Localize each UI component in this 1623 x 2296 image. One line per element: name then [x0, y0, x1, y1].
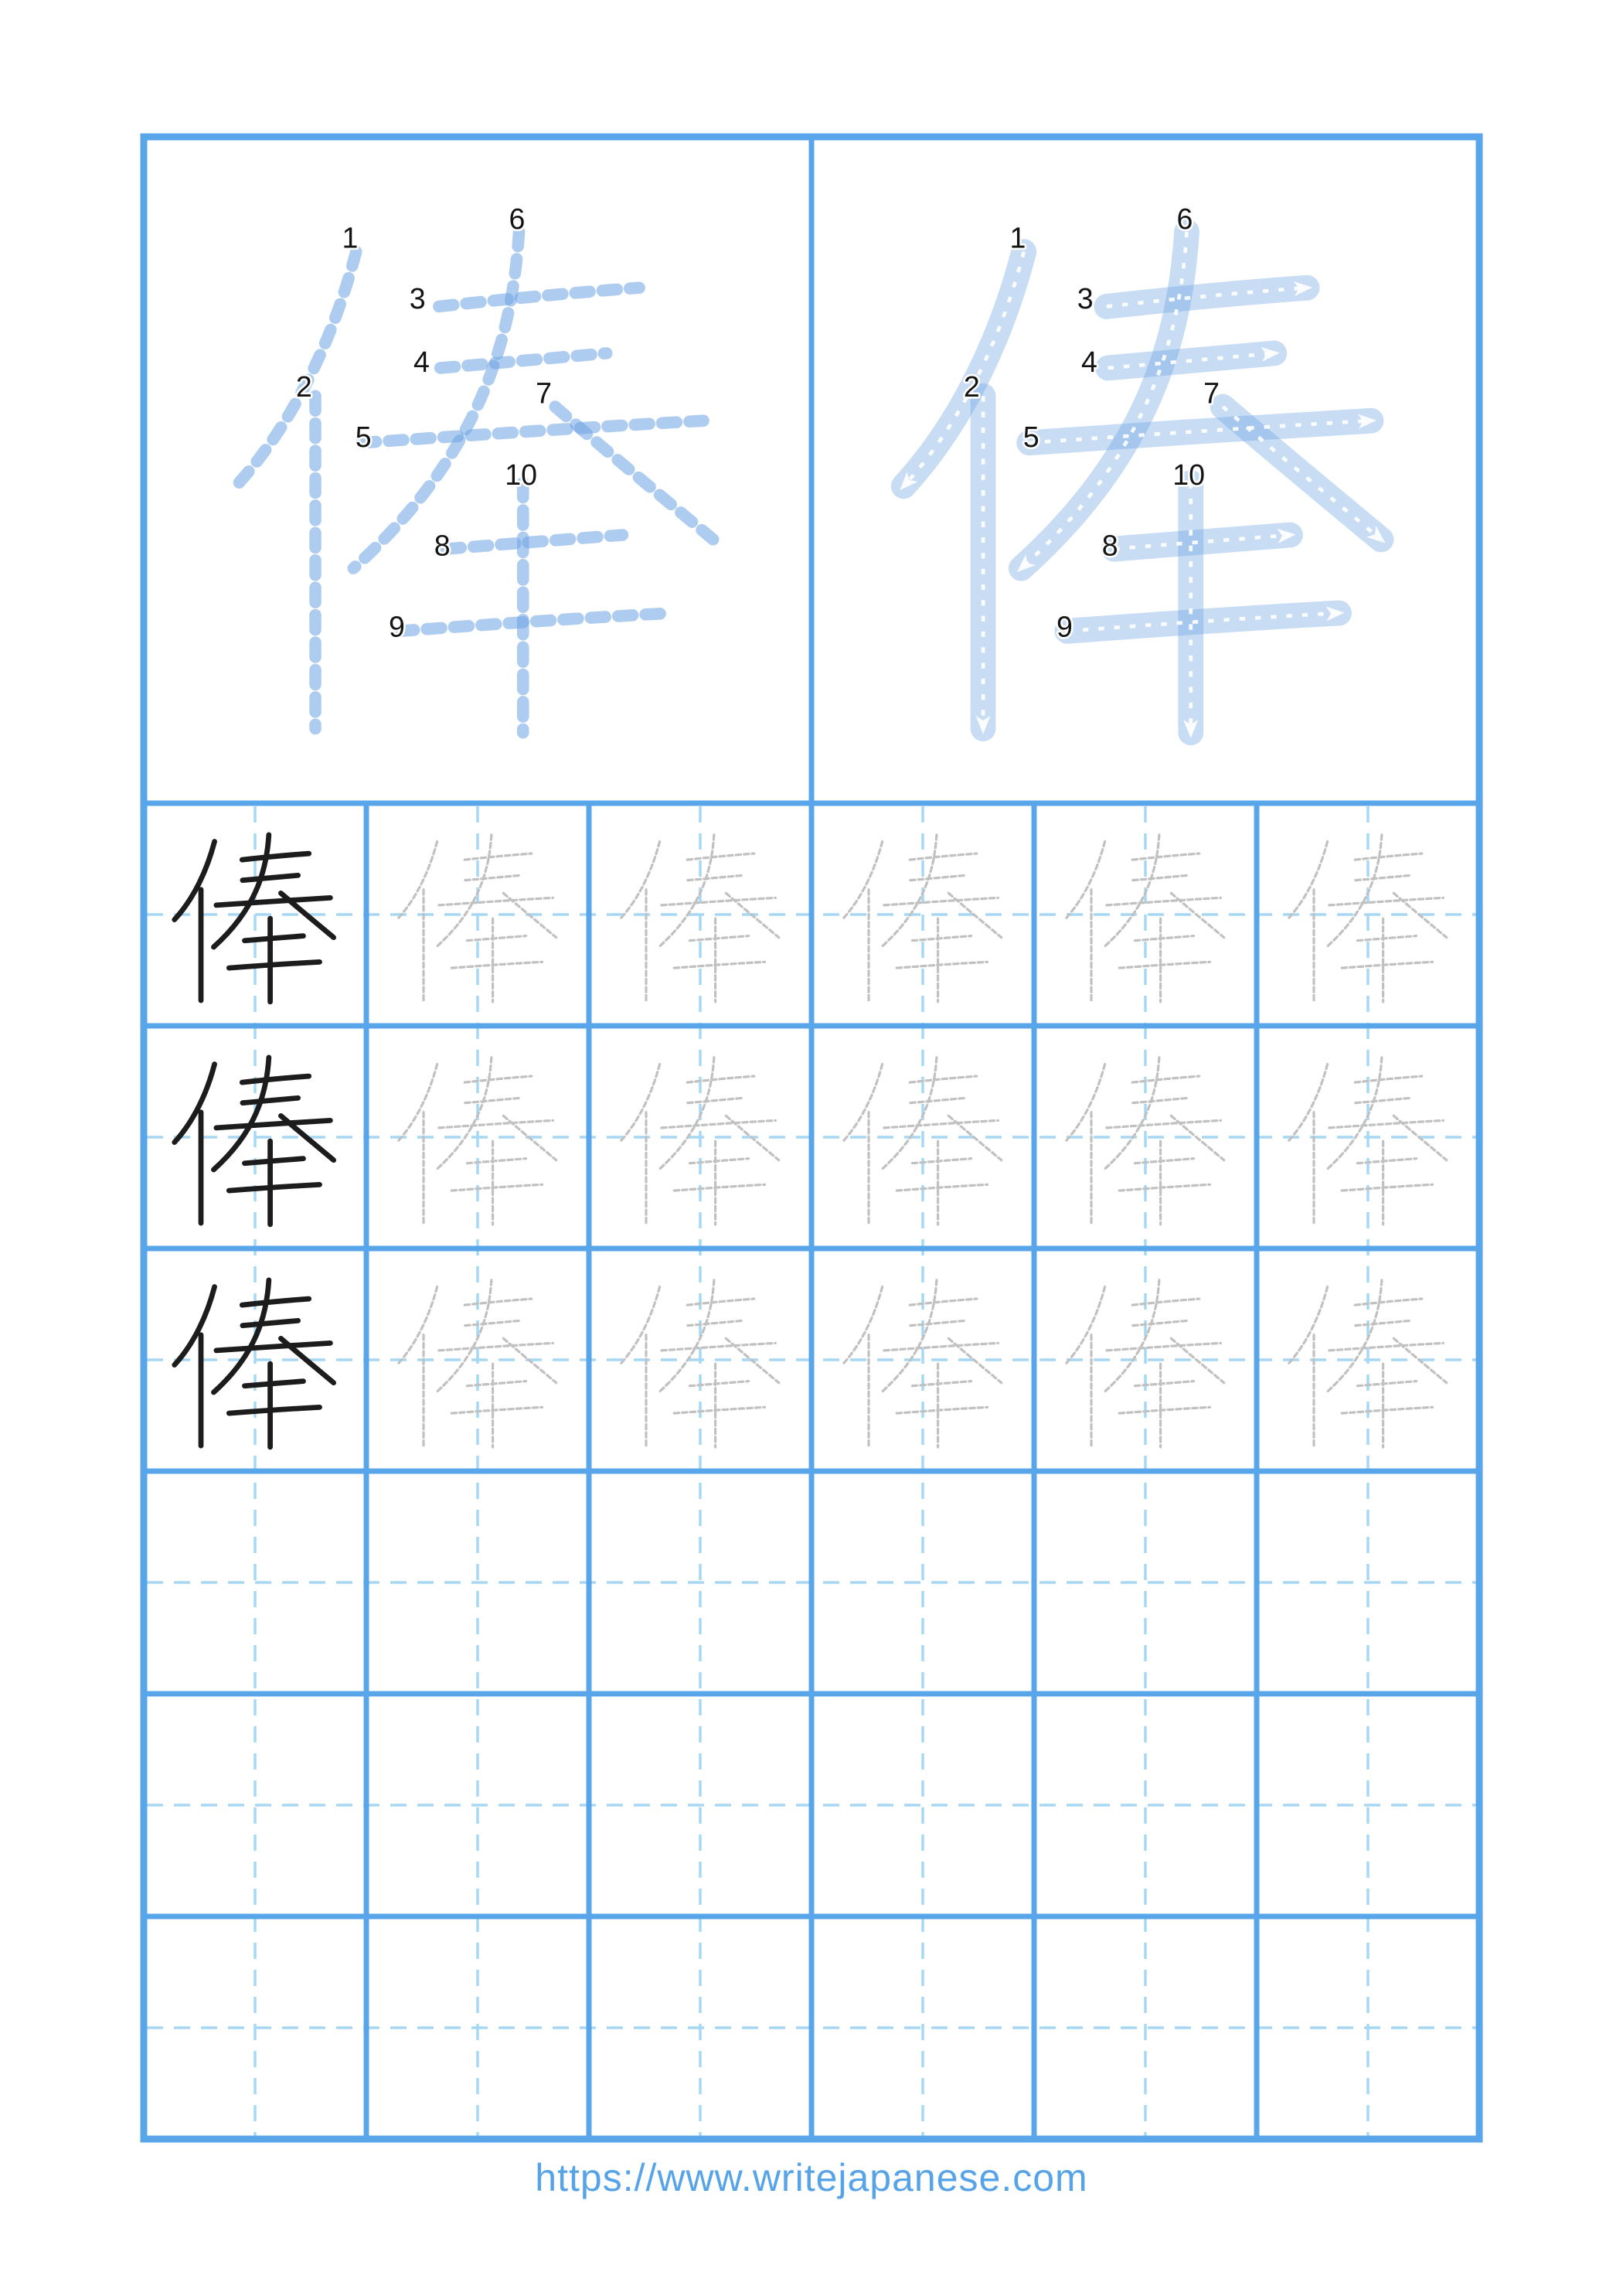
stroke-number-label: 1 — [1009, 221, 1026, 254]
stroke-number-label: 1 — [342, 221, 359, 254]
stroke-number-label: 9 — [1056, 610, 1073, 643]
footer-url: https://www.writejapanese.com — [535, 2156, 1088, 2199]
stroke-number-label: 4 — [1080, 346, 1097, 379]
stroke-number-label: 4 — [413, 346, 430, 379]
traced-example-box — [903, 203, 1381, 732]
stroke-number-label: 6 — [1176, 203, 1193, 236]
stroke-number-label: 6 — [509, 203, 526, 236]
stroke-order-kanji-dashed — [236, 232, 713, 733]
stroke-number-label: 8 — [1101, 529, 1118, 562]
stroke-number-label: 3 — [1077, 282, 1094, 315]
stroke-number-label: 7 — [536, 376, 552, 410]
stroke-number-label: 8 — [434, 529, 451, 562]
stroke-number-label: 3 — [409, 282, 426, 315]
stroke-number-label: 5 — [355, 420, 372, 453]
stroke-number-label: 2 — [963, 370, 980, 404]
stroke-number-label: 7 — [1203, 376, 1220, 410]
stroke-number-label: 9 — [389, 610, 405, 643]
stroke-number-label: 10 — [1172, 458, 1206, 492]
stroke-number-label: 5 — [1022, 420, 1039, 453]
stroke-number-label: 10 — [505, 458, 538, 492]
stroke-order-diagram-box — [236, 203, 713, 732]
stroke-number-label: 2 — [295, 370, 312, 404]
